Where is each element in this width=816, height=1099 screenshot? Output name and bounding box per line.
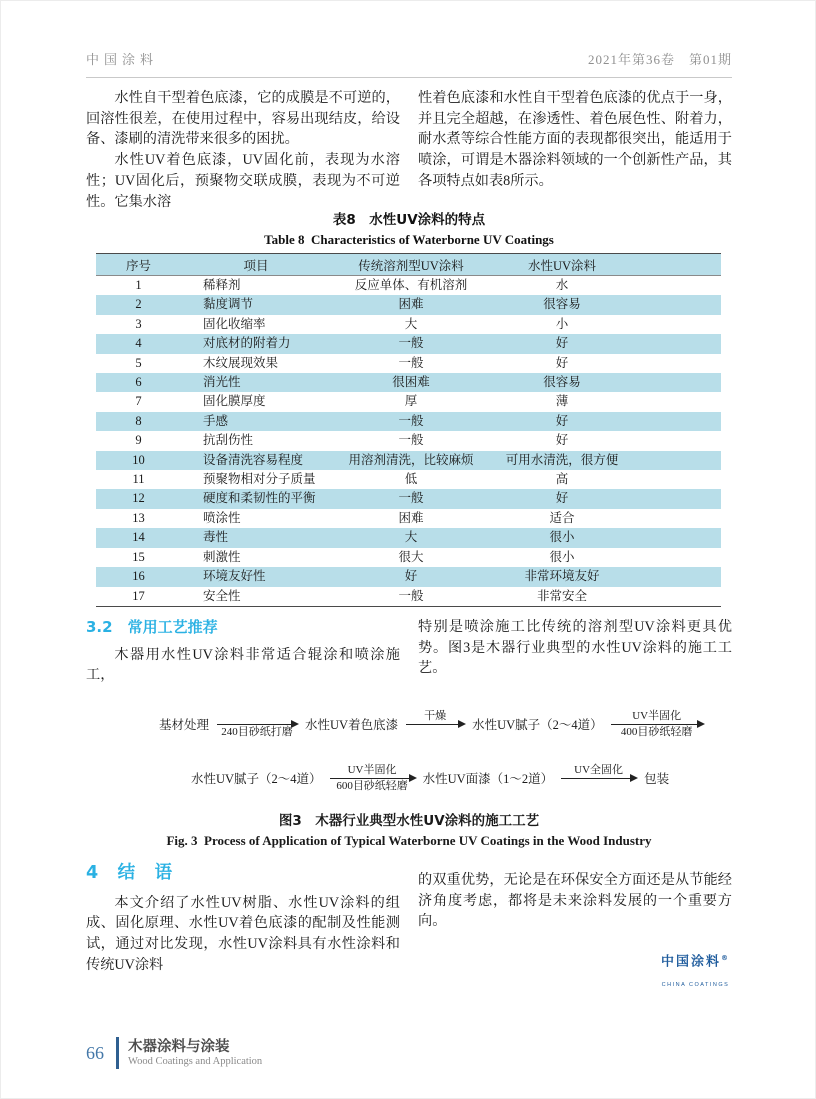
table-cell: 11 xyxy=(132,472,145,487)
paragraph: 的双重优势，无论是在环保安全方面还是从节能经济角度考虑，都将是未来涂料发展的一个重要方向。 xyxy=(418,872,732,930)
table-cell: 很容易 xyxy=(491,295,721,314)
table-cell: 毒性 xyxy=(181,528,331,547)
paragraph: 本文介绍了水性UV树脂、水性UV涂料的组成、固化原理、水性UV着色底漆的配制及性能测试，通过对比发现，水性UV涂料具有水性涂料和传统UV涂料 xyxy=(86,894,400,973)
table-row xyxy=(96,295,721,314)
paragraph: 特别是喷涂施工比传统的溶剂型UV涂料更具优势。图3是木器行业典型的水性UV涂料的施工工艺。 xyxy=(418,619,732,677)
table-cell: 10 xyxy=(96,451,181,470)
table-cell: 对底材的附着力 xyxy=(181,334,331,353)
figure-caption-en: Fig. 3 Process of Application of Typical Waterborne UV Coatings in the Wood Industry xyxy=(166,833,652,848)
logo-text-en: CHINA COATINGS xyxy=(661,982,730,989)
china-coatings-logo xyxy=(661,948,730,996)
table-cell: 13 xyxy=(132,510,145,525)
flow-step: 水性UV着色底漆 xyxy=(305,718,399,732)
table-cell: 好 xyxy=(491,334,721,353)
figure-caption-zh: 图3 木器行业典型水性UV涂料的施工工艺 xyxy=(278,813,540,829)
journal-name: 中国涂料 xyxy=(86,52,159,67)
table-header-row xyxy=(96,254,721,276)
section-3-2-right-column xyxy=(418,617,732,686)
arrow-shaft xyxy=(561,778,636,779)
table-row xyxy=(96,431,721,450)
section-4 xyxy=(86,863,732,996)
table-cell: 很困难 xyxy=(331,373,491,392)
table-cell: 预聚物相对分子质量 xyxy=(203,472,316,487)
table8-block xyxy=(86,208,732,607)
table-row xyxy=(96,392,721,411)
table-cell: 厚 xyxy=(404,394,418,409)
table-cell: 7 xyxy=(135,394,142,409)
table-row xyxy=(96,489,721,508)
table-cell: 消光性 xyxy=(181,373,331,392)
registered-mark: ® xyxy=(721,954,730,963)
table-cell: 一般 xyxy=(331,489,491,508)
table-cell: 设备清洗容易程度 xyxy=(181,451,331,470)
arrow-label-top: UV半固化 xyxy=(632,709,682,722)
column-header: 项目 xyxy=(181,254,331,276)
paragraph: 木器用水性UV涂料非常适合辊涂和喷涂施工， xyxy=(86,646,400,684)
footer-column-en: Wood Coatings and Application xyxy=(128,1055,263,1067)
table-cell: 很大 xyxy=(398,549,424,564)
column-header: 序号 xyxy=(96,254,181,276)
table-row xyxy=(96,276,721,296)
table-cell: 刺激性 xyxy=(203,549,241,564)
table-cell: 水 xyxy=(555,278,569,292)
arrow-label-bottom: 600目砂纸轻磨 xyxy=(336,779,408,792)
table-cell: 好 xyxy=(491,489,721,508)
issue-info: 2021年第36卷 第01期 xyxy=(587,52,732,67)
table-row xyxy=(96,548,721,567)
arrow-label-top xyxy=(256,709,259,724)
table-cell: 可用水清洗，很方便 xyxy=(491,451,721,470)
table-cell: 12 xyxy=(96,489,181,508)
table-row xyxy=(96,528,721,547)
section-3-2-left-column xyxy=(86,617,400,686)
intro-section xyxy=(86,88,732,212)
table-cell: 1 xyxy=(135,278,142,292)
table-cell: 3 xyxy=(135,316,142,331)
flow-step: 基材处理 xyxy=(159,718,210,732)
arrow-shaft xyxy=(330,778,415,779)
arrow-shaft xyxy=(217,724,297,725)
flow-step: 水性UV腻子（2～4道） xyxy=(472,718,603,732)
intro-right-column xyxy=(418,88,732,212)
section-4-left-column xyxy=(86,863,400,996)
table-cell: 困难 xyxy=(398,510,424,525)
table-cell: 稀释剂 xyxy=(203,278,241,292)
table-cell: 适合 xyxy=(549,510,575,525)
table-cell: 高 xyxy=(555,472,569,487)
flow-arrow-icon xyxy=(561,763,636,794)
process-flow-diagram xyxy=(86,701,766,801)
table-cell: 薄 xyxy=(555,394,569,409)
flow-arrow-icon xyxy=(217,709,297,740)
footer-column-title xyxy=(128,1039,262,1068)
table-cell: 8 xyxy=(96,412,181,431)
section-heading: 4 结 语 xyxy=(86,863,174,883)
arrow-label-bottom: 400目砂纸轻磨 xyxy=(620,725,693,738)
footer-divider-bar xyxy=(116,1037,119,1069)
table-cell: 一般 xyxy=(398,588,424,603)
table-cell: 15 xyxy=(132,549,145,564)
arrow-label-bottom xyxy=(597,779,600,794)
table-row xyxy=(96,509,721,528)
column-header: 传统溶剂型UV涂料 xyxy=(331,254,491,276)
table-cell: 一般 xyxy=(398,355,424,370)
intro-left-column xyxy=(86,88,400,212)
table-row xyxy=(96,315,721,334)
flow-line-2 xyxy=(186,755,766,801)
table-cell: 9 xyxy=(135,433,142,448)
table-cell: 固化膜厚度 xyxy=(203,394,266,409)
table-cell: 困难 xyxy=(331,295,491,314)
table-row xyxy=(96,567,721,586)
flow-line-1 xyxy=(154,701,766,747)
arrow-label-top: UV全固化 xyxy=(574,763,624,776)
arrow-label-bottom xyxy=(434,725,437,740)
table-row xyxy=(96,373,721,392)
table-cell: 小 xyxy=(555,316,569,331)
table-cell: 环境友好性 xyxy=(181,567,331,586)
figure-caption xyxy=(86,809,732,849)
table-title-en: Table 8 Characteristics of Waterborne UV Coatings xyxy=(264,232,554,247)
table-cell: 抗刮伤性 xyxy=(203,433,254,448)
table-cell: 好 xyxy=(555,355,569,370)
table8-body xyxy=(96,276,721,607)
table-title-zh: 表8 水性UV涂料的特点 xyxy=(332,212,486,228)
paragraph: 性着色底漆和水性自干型着色底漆的优点于一身，并且完全超越，在渗透性、着色展色性、附着力，耐水煮等综合性能方面的表现都很突出，能适用于喷涂，可谓是木器涂料领域的一个创新性产品，其各项特点如表8所示。 xyxy=(418,90,732,189)
flow-step: 包装 xyxy=(644,772,670,786)
table-cell: 反应单体、有机溶剂 xyxy=(354,278,468,292)
table-cell: 固化收缩率 xyxy=(203,316,266,331)
table-row xyxy=(96,451,721,470)
table-cell: 低 xyxy=(404,472,418,487)
column-header: 水性UV涂料 xyxy=(491,254,721,276)
flow-step: 水性UV面漆（1～2道） xyxy=(422,772,554,786)
table-cell: 大 xyxy=(331,528,491,547)
flow-arrow-icon xyxy=(611,709,703,740)
table-cell: 用溶剂清洗，比较麻烦 xyxy=(331,451,491,470)
flow-arrow-icon xyxy=(406,709,464,740)
arrow-shaft xyxy=(611,724,703,725)
table-cell: 16 xyxy=(96,567,181,586)
table-cell: 2 xyxy=(96,295,181,314)
page-number: 66 xyxy=(86,1042,104,1063)
table-cell: 好 xyxy=(555,433,569,448)
arrow-label-top: 干燥 xyxy=(424,709,447,722)
table-row xyxy=(96,587,721,607)
flow-step: 水性UV腻子（2～4道） xyxy=(191,772,322,786)
table-cell: 木纹展现效果 xyxy=(203,355,279,370)
table-cell: 好 xyxy=(331,567,491,586)
section-4-right-column xyxy=(418,863,732,996)
section-3-2 xyxy=(86,617,732,686)
table-row xyxy=(96,412,721,431)
table-row xyxy=(96,470,721,489)
table-cell: 4 xyxy=(96,334,181,353)
table-cell: 好 xyxy=(491,412,721,431)
table-cell: 很容易 xyxy=(491,373,721,392)
table-cell: 很小 xyxy=(491,528,721,547)
arrow-shaft xyxy=(406,724,464,725)
paragraph: 水性自干型着色底漆，它的成膜是不可逆的，回溶性很差，在使用过程中，容易出现结皮，给设备、漆刷的清洗带来很多的困扰。 xyxy=(86,90,400,148)
characteristics-table xyxy=(96,253,721,607)
arrow-label-bottom: 240目砂纸打磨 xyxy=(221,725,293,738)
table-cell: 一般 xyxy=(398,433,424,448)
section-heading: 3.2 常用工艺推荐 xyxy=(86,618,218,636)
table-cell: 黏度调节 xyxy=(181,295,331,314)
table-cell: 非常安全 xyxy=(536,588,587,603)
table-cell: 大 xyxy=(404,316,418,331)
table-row xyxy=(96,354,721,373)
table-cell: 17 xyxy=(132,588,145,603)
footer-column-zh: 木器涂料与涂装 xyxy=(128,1038,230,1055)
table-row xyxy=(96,334,721,353)
table-cell: 5 xyxy=(135,355,142,370)
logo-text-zh: 中国涂料® xyxy=(660,954,730,970)
page-footer xyxy=(86,1037,262,1069)
table-cell: 硬度和柔韧性的平衡 xyxy=(181,489,331,508)
table-cell: 一般 xyxy=(331,412,491,431)
arrow-label-top: UV半固化 xyxy=(347,763,397,776)
table-cell: 6 xyxy=(96,373,181,392)
table-cell: 14 xyxy=(96,528,181,547)
table-cell: 喷涂性 xyxy=(203,510,241,525)
table-cell: 一般 xyxy=(331,334,491,353)
paragraph: 水性UV着色底漆，UV固化前，表现为水溶性；UV固化后，预聚物交联成膜，表现为不可逆性。它集水溶 xyxy=(86,152,400,210)
table-cell: 手感 xyxy=(181,412,331,431)
page-header xyxy=(86,49,732,78)
flow-arrow-icon xyxy=(330,763,415,794)
table-cell: 很小 xyxy=(549,549,575,564)
table-cell: 非常环境友好 xyxy=(491,567,721,586)
table-cell: 安全性 xyxy=(203,588,241,603)
